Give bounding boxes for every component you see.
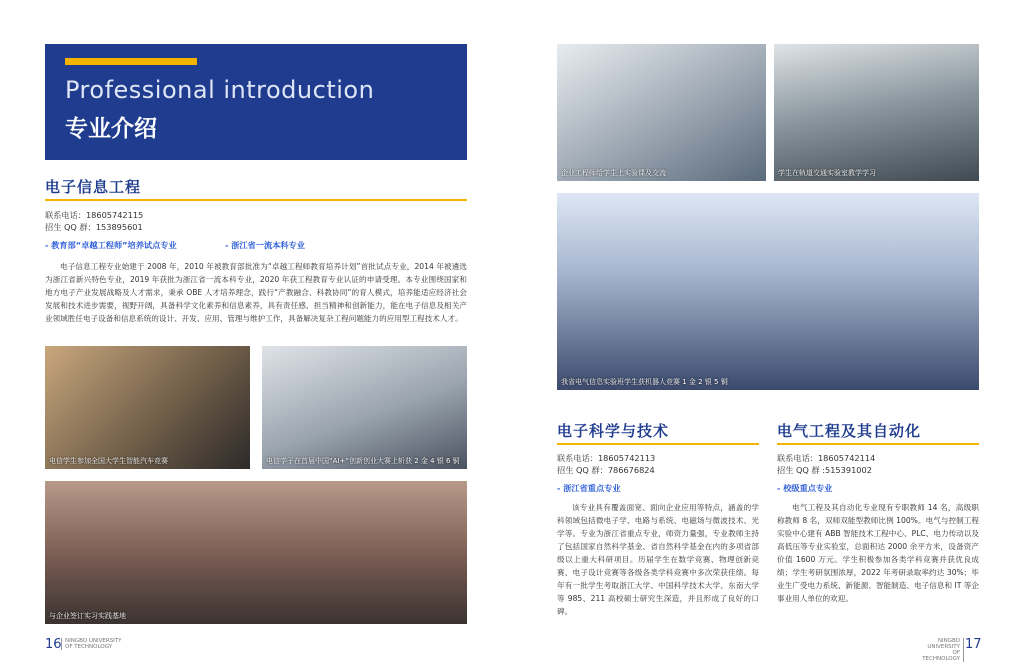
university-mark-left: [61, 638, 122, 650]
major1-tag-1: - 教育部“卓越工程师”培养试点专业: [45, 240, 177, 250]
major1-phone: 联系电话：18605742115: [45, 210, 144, 220]
page-number-right: 17: [965, 637, 982, 652]
major3-description: 电气工程及其自动化专业现有专职教师 14 名，高级职称教师 8 名，双师双能型教师比例 100%。电气与控制工程实验中心建有 ABB 智能技术工程中心、PLC、电力传动以及高低压等专业实验室，总面积达 2000 余平方米，设备资产价值 1600 万元。学生积极参加各类学科竞赛并获优良成绩；学生考研氛围浓厚，2022 年考研录取率约达 30%；毕业生广受电力系统、新能源、智能制造、电子信息和 IT 等企事业用人单位的欢迎。: [777, 503, 979, 603]
photo-caption: 我省电气信息实验班学生获机器人竞赛 1 金 2 银 5 铜: [561, 378, 728, 386]
university-name: NINGBO UNIVERSITY: [65, 638, 122, 644]
photo-caption: 电信学生参加全国大学生智能汽车竞赛: [49, 457, 168, 465]
major3-divider: [777, 443, 979, 445]
major2-qq: 招生 QQ 群：786676824: [557, 465, 655, 475]
major1-description: 电子信息工程专业始建于 2008 年，2010 年被教育部批准为“卓越工程师教育培养计划”首批试点专业，2014 年被遴选为浙江省新兴特色专业，2019 年获批为浙江省一流本科专业，2020 年获工程教育专业认证的申请受理。本专业围绕国家和地方电子产业发展战略及人才需求，秉承 OBE 人才培养理念，践行“产教融合、科教协同”的育人模式，培养能适应经济社会发展和技术进步需要，视野开阔，具备科学文化素养和信息素养，具有责任感、担当精神和创新能力，能在电子信息及相关产业领域胜任电子设备和信息系统的设计、开发、应用、管理与维护工作，具备解决复杂工程问题能力的应用型工程技术人才。: [45, 262, 467, 323]
photo-robot-competition-team: [557, 193, 979, 390]
major2-title: 电子科学与技术: [557, 422, 670, 440]
photo-caption: 学生在轨道交通实验室教学学习: [778, 169, 876, 177]
university-sub: OF TECHNOLOGY: [65, 644, 113, 650]
major2-description: 该专业具有覆盖面宽、面向企业应用等特点，涵盖的学科领域包括微电子学、电路与系统、电磁场与微波技术、光学等。专业为浙江省重点专业，师资力量强，专业教师主持了包括国家自然科学基金、省自然科学基金在内的多项省部级以上重大科研项目。历届学生在数学竞赛、物理创新竞赛、电子设计竞赛等各级各类学科竞赛中多次荣获佳绩。每年有一批学生考取浙江大学、中国科学技术大学、东南大学等 985、211 高校硕士研究生深造，并且形成了良好的口碑。: [557, 503, 759, 616]
university-name: NINGBO UNIVERSITY: [927, 638, 960, 650]
photo-caption: 电信学子在首届中国“AI+”创新创业大赛上斩获 2 金 4 银 6 铜: [266, 457, 460, 465]
header-title-en: Professional introduction: [65, 76, 375, 104]
major3-tag-1: - 校级重点专业: [777, 483, 833, 493]
photo-engineer-lab: [557, 44, 766, 181]
university-sub: OF TECHNOLOGY: [922, 650, 960, 662]
major1-divider: [45, 199, 467, 201]
major3-phone: 联系电话：18605742114: [777, 453, 876, 463]
major2-tag-1: - 浙江省重点专业: [557, 483, 621, 493]
major1-tag-2: - 浙江省一流本科专业: [225, 240, 305, 250]
page-number-left: 16: [45, 637, 62, 652]
photo-rail-lab: [774, 44, 979, 181]
photo-smart-car-competition: [45, 346, 250, 469]
major2-phone: 联系电话：18605742113: [557, 453, 656, 463]
major2-divider: [557, 443, 759, 445]
accent-bar: [65, 58, 197, 65]
header-banner: [45, 44, 467, 160]
photo-caption: 企业工程师给学生上实验课及交流: [561, 169, 666, 177]
major3-qq: 招生 QQ 群 :515391002: [777, 465, 872, 475]
major1-qq: 招生 QQ 群：153895601: [45, 222, 143, 232]
major3-title: 电气工程及其自动化: [777, 422, 922, 440]
header-title-zh: 专业介绍: [65, 116, 157, 142]
photo-internship-signing: [45, 481, 467, 624]
major1-title: 电子信息工程: [45, 178, 142, 196]
photo-ai-competition: [262, 346, 467, 469]
photo-caption: 与企业签订实习实践基地: [49, 612, 126, 620]
university-mark-right: [920, 638, 964, 662]
